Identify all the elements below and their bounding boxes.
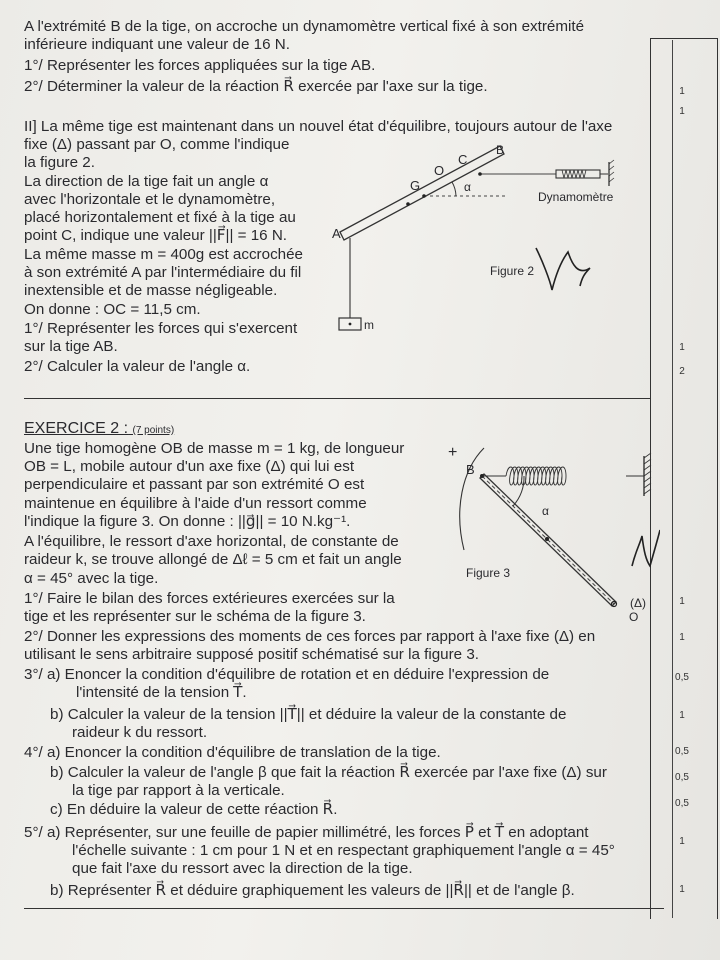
- ex2-question-4b-cont: la tige par rapport à la verticale.: [72, 782, 285, 799]
- part1-question-1: 1°/ Représenter les forces appliquées sur la tige AB.: [24, 57, 376, 74]
- ex2-line-6: A l'équilibre, le ressort d'axe horizontal, de constante de: [24, 533, 399, 550]
- score-3: 1: [679, 342, 685, 353]
- part1-line-2: inférieure indiquant une valeur de 16 N.: [24, 36, 290, 53]
- ex2-line-7: raideur k, se trouve allongé de Δℓ = 5 cm et fait un angle: [24, 551, 402, 568]
- part2-question-1b: sur la tige AB.: [24, 338, 118, 355]
- ex2-question-5a: 5°/ a) Représenter, sur une feuille de papier millimétré, les forces P⃗ et T⃗ en adoptant: [24, 824, 589, 841]
- spring: [484, 467, 644, 485]
- figure-2-caption: Figure 2: [490, 264, 535, 278]
- label-alpha-fig2: α: [464, 180, 471, 194]
- ex2-question-4c: c) En déduire la valeur de cette réaction R⃗.: [50, 801, 338, 818]
- ex2-question-3a-cont: l'intensité de la tension T⃗.: [76, 684, 247, 701]
- angle-arc-fig3: [513, 476, 524, 506]
- label-plus: +: [448, 444, 458, 461]
- section-divider: [24, 398, 650, 399]
- part2-line-8: La même masse m = 400g est accrochée: [24, 246, 303, 263]
- score-7: 0,5: [675, 672, 689, 683]
- label-b-fig3: B: [466, 462, 475, 477]
- pen-scribble-fig3: [632, 530, 660, 566]
- label-b: B: [496, 143, 505, 157]
- score-1: 1: [679, 86, 685, 97]
- ex2-question-3b: b) Calculer la valeur de la tension ||T⃗|| et déduire la valeur de la constante de: [50, 706, 567, 723]
- wall: [644, 453, 651, 496]
- score-8: 1: [679, 710, 685, 721]
- score-5: 1: [679, 596, 685, 607]
- figure-3-caption: Figure 3: [466, 566, 511, 580]
- point-o: [422, 194, 426, 198]
- part2-line-9: à son extrémité A par l'intermédiaire du fil: [24, 264, 302, 281]
- part2-line-6: placé horizontalement et fixé à la tige au: [24, 209, 296, 226]
- score-10: 0,5: [675, 772, 689, 783]
- ex2-question-4a: 4°/ a) Enoncer la condition d'équilibre de translation de la tige.: [24, 744, 441, 761]
- label-c: C: [458, 152, 468, 167]
- part2-line-2: fixe (Δ) passant par O, comme l'indique: [24, 136, 290, 153]
- ex2-line-3: perpendiculaire et passant par son extrémité O est: [24, 476, 365, 493]
- ex2-question-2b: utilisant le sens arbitraire supposé positif schématisé sur la figure 3.: [24, 646, 480, 663]
- ex2-line-5: l'indique la figure 3. On donne : ||g⃗|| = 10 N.kg⁻¹.: [24, 513, 351, 530]
- figure-2: [328, 140, 638, 340]
- grading-column: [650, 38, 718, 919]
- ex2-line-8: α = 45° avec la tige.: [24, 570, 159, 587]
- score-12: 1: [679, 836, 685, 847]
- rod-ab: [340, 146, 504, 240]
- part2-line-3: la figure 2.: [24, 154, 95, 171]
- part2-line-4: La direction de la tige fait un angle α: [24, 173, 269, 190]
- label-delta: (Δ): [630, 596, 647, 610]
- exercise-2-title: [24, 420, 174, 438]
- label-m: m: [364, 318, 374, 332]
- label-g: G: [410, 178, 421, 193]
- score-13: 1: [679, 884, 685, 895]
- part1-line-1: A l'extrémité B de la tige, on accroche un dynamomètre vertical fixé à son extrémité: [24, 18, 585, 35]
- ex2-line-2: OB = L, mobile autour d'un axe fixe (Δ) qui lui est: [24, 458, 355, 475]
- score-11: 0,5: [675, 798, 689, 809]
- ex2-question-1: 1°/ Faire le bilan des forces extérieures exercées sur la: [24, 590, 395, 607]
- score-6: 1: [679, 632, 685, 643]
- point-g: [406, 202, 410, 206]
- label-a: A: [332, 226, 341, 241]
- ex2-question-3b-cont: raideur k du ressort.: [72, 724, 208, 741]
- dynamometer: [556, 160, 614, 186]
- angle-arc: [452, 182, 456, 196]
- part2-line-7: point C, indique une valeur ||F⃗|| = 16 N.: [24, 227, 288, 244]
- ex2-question-5a-cont: l'échelle suivante : 1 cm pour 1 N et en respectant graphiquement l'angle α = 45°: [72, 842, 615, 859]
- part2-line-11: On donne : OC = 11,5 cm.: [24, 301, 201, 318]
- part2-line-10: inextensible et de masse négligeable.: [24, 282, 278, 299]
- part2-line-5: avec l'horizontale et le dynamomètre,: [24, 191, 276, 208]
- label-dynamometre: Dynamomètre: [538, 190, 614, 204]
- ex2-question-4b: b) Calculer la valeur de l'angle β que fait la réaction R⃗ exercée par l'axe fixe (Δ) sur: [50, 764, 607, 781]
- bottom-divider: [24, 908, 664, 909]
- point-c: [478, 172, 482, 176]
- ex2-question-2: 2°/ Donner les expressions des moments de ces forces par rapport à l'axe fixe (Δ) en: [24, 628, 596, 645]
- ex2-line-1: Une tige homogène OB de masse m = 1 kg, de longueur: [24, 440, 405, 457]
- part2-question-2: 2°/ Calculer la valeur de l'angle α.: [24, 358, 251, 375]
- part2-question-1: 1°/ Représenter les forces qui s'exercent: [24, 320, 298, 337]
- exercise-2-label: EXERCICE 2 :: [24, 420, 129, 437]
- ex2-question-1b: tige et les représenter sur le schéma de la figure 3.: [24, 608, 366, 625]
- ex2-question-5a-cont2: que fait l'axe du ressort avec la direction de la tige.: [72, 860, 413, 877]
- exercise-2-points: (7 points): [132, 425, 175, 436]
- label-o: O: [434, 163, 445, 178]
- point-b: [480, 474, 484, 478]
- center-g: [545, 537, 549, 541]
- part1-question-2: 2°/ Déterminer la valeur de la réaction R⃗ exercée par l'axe sur la tige.: [24, 78, 488, 95]
- score-9: 0,5: [675, 746, 689, 757]
- ex2-question-5b: b) Représenter R⃗ et déduire graphiquement les valeurs de ||R⃗|| et de l'angle β.: [50, 882, 575, 899]
- figure-3: [444, 440, 660, 620]
- part2-line-1: II] La même tige est maintenant dans un nouvel état d'équilibre, toujours autour de l'axe: [24, 118, 613, 135]
- grading-divider: [672, 40, 673, 918]
- score-2: 1: [679, 106, 685, 117]
- ex2-line-4: maintenue en équilibre à l'aide d'un ressort comme: [24, 495, 367, 512]
- pen-scribble: [536, 248, 590, 290]
- score-4: 2: [679, 366, 685, 377]
- ex2-question-3a: 3°/ a) Enoncer la condition d'équilibre de rotation et en déduire l'expression de: [24, 666, 550, 683]
- label-o-fig3: O: [629, 610, 639, 624]
- label-alpha-fig3: α: [542, 504, 549, 518]
- mass-block: [339, 318, 361, 330]
